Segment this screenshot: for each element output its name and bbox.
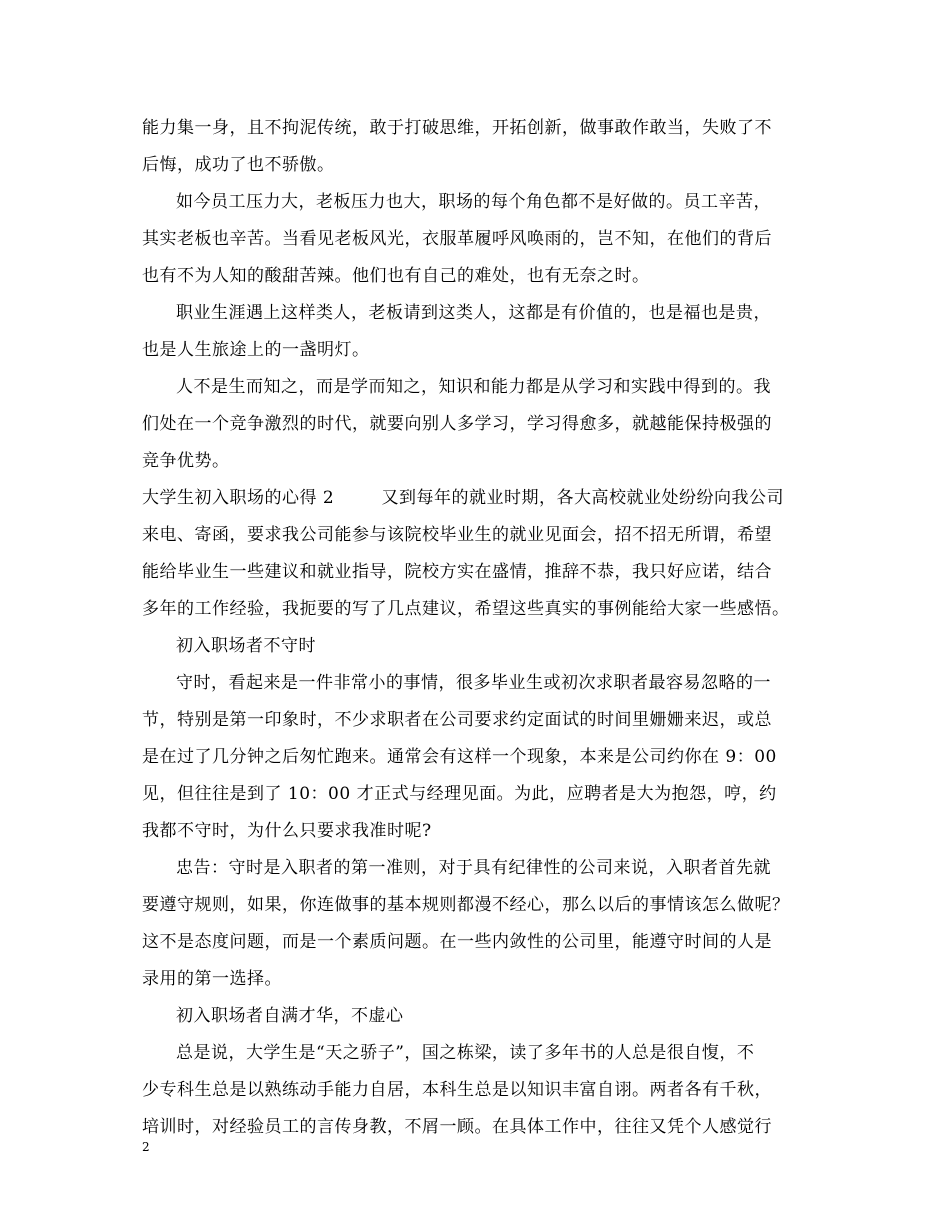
text-line: 少专科生总是以熟练动手能力自居，本科生总是以知识丰富自诩。两者各有千秋， <box>142 1080 772 1100</box>
subheading-line: 初入职场者不守时 <box>176 636 316 656</box>
text-line: 我都不守时，为什么只要求我准时呢? <box>142 821 432 841</box>
text-line: 这不是态度问题，而是一个素质问题。在一些内敛性的公司里，能遵守时间的人是 <box>142 932 772 952</box>
text-line: 录用的第一选择。 <box>142 969 282 989</box>
text-line: 也有不为人知的酸甜苦辣。他们也有自己的难处，也有无奈之时。 <box>142 266 650 286</box>
section-heading-line: 大学生初入职场的心得 2 又到每年的就业时期，各大高校就业处纷纷向我公司 <box>142 488 784 508</box>
text-line: 后悔，成功了也不骄傲。 <box>142 155 335 175</box>
text-line: 守时，看起来是一件非常小的事情，很多毕业生或初次求职者最容易忽略的一 <box>176 673 771 693</box>
text-line: 们处在一个竞争激烈的时代，就要向别人多学习，学习得愈多，就越能保持极强的 <box>142 414 772 434</box>
text-line: 也是人生旅途上的一盏明灯。 <box>142 340 370 360</box>
text-line: 培训时，对经验员工的言传身教，不屑一顾。在具体工作中，往往又凭个人感觉行 <box>142 1117 772 1137</box>
text-line: 能力集一身，且不拘泥传统，敢于打破思维，开拓创新，做事敢作敢当，失败了不 <box>142 118 772 138</box>
text-line: 竞争优势。 <box>142 451 230 471</box>
text-line: 人不是生而知之，而是学而知之，知识和能力都是从学习和实践中得到的。我 <box>176 377 771 397</box>
text-line: 如今员工压力大，老板压力也大，职场的每个角色都不是好做的。员工辛苦， <box>176 192 771 212</box>
text-line: 职业生涯遇上这样类人，老板请到这类人，这都是有价值的，也是福也是贵， <box>176 303 771 323</box>
text-line: 来电、寄函，要求我公司能参与该院校毕业生的就业见面会，招不招无所谓，希望 <box>142 525 772 545</box>
text-line: 总是说，大学生是“天之骄子”，国之栋梁，读了多年书的人总是很自愎，不 <box>176 1043 755 1063</box>
text-line: 是在过了几分钟之后匆忙跑来。通常会有这样一个现象，本来是公司约你在 9：00 <box>142 747 777 767</box>
text-line: 忠告：守时是入职者的第一准则，对于具有纪律性的公司来说，入职者首先就 <box>176 858 771 878</box>
text-line: 其实老板也辛苦。当看见老板风光，衣服革履呼风唤雨的，岂不知，在他们的背后 <box>142 229 772 249</box>
page-number: 2 <box>142 1140 150 1154</box>
text-line: 多年的工作经验，我扼要的写了几点建议，希望这些真实的事例能给大家一些感悟。 <box>142 599 790 619</box>
text-line: 要遵守规则，如果，你连做事的基本规则都漫不经心，那么以后的事情该怎么做呢？ <box>142 895 790 915</box>
text-line: 见，但往往是到了 10：00 才正式与经理见面。为此，应聘者是大为抱怨，哼，约 <box>142 784 777 804</box>
text-line: 节，特别是第一印象时，不少求职者在公司要求约定面试的时间里姗姗来迟，或总 <box>142 710 772 730</box>
text-line: 能给毕业生一些建议和就业指导，院校方实在盛情，推辞不恭，我只好应诺，结合 <box>142 562 772 582</box>
subheading-line: 初入职场者自满才华，不虚心 <box>176 1006 404 1026</box>
